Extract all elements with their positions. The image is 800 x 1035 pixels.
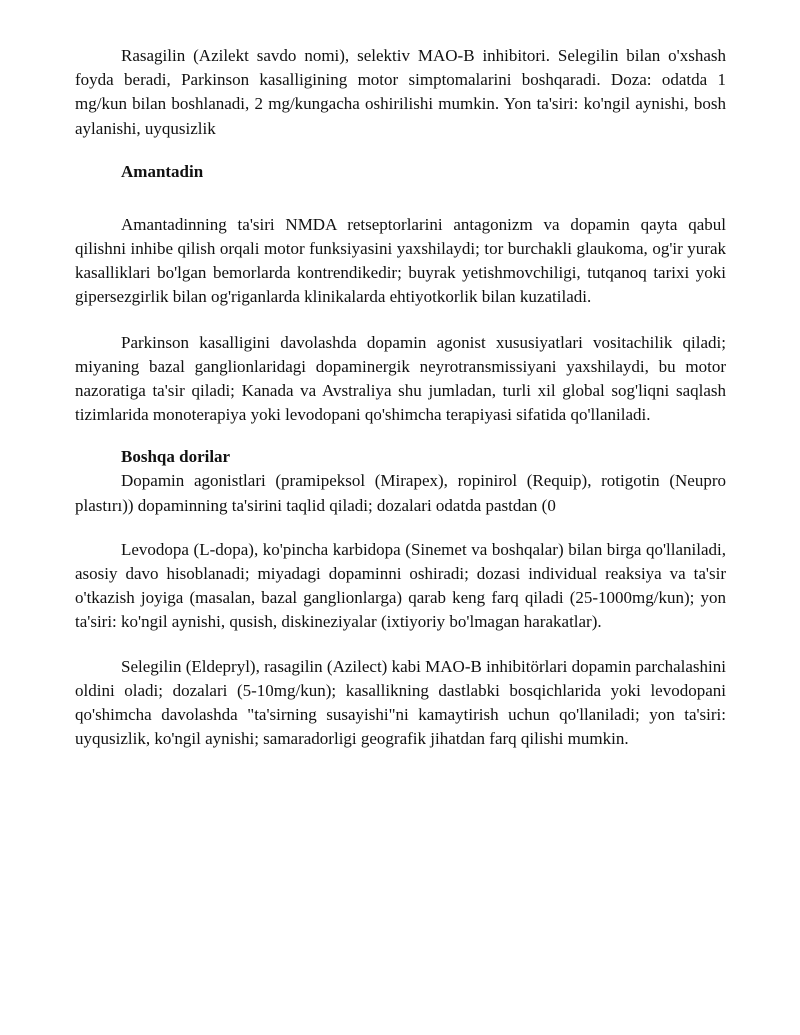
paragraph-levodopa: Levodopa (L-dopa), ko'pincha karbidopa (Sinemet va boshqalar) bilan birga qo'llaniladi, asosiy davo hisoblanadi; miyadagi dopaminni oshiradi; dozasi individual reaksiya va ta'sir o'tkazish joyiga (masalan, bazal ganglionlarga) qarab keng farq qiladi (25-1000mg/kun); yon ta'siri: ko'ngil aynishi, qusish, diskineziyalar (ixtiyoriy bo'lmagan harakatlar). [75, 539, 726, 632]
document-page [75, 44, 726, 751]
heading-boshqa-dorilar: Boshqa dorilar [121, 447, 231, 467]
paragraph-mao-b-inhibitors: Selegilin (Eldepryl), rasagilin (Azilect) kabi MAO-B inhibitörlari dopamin parchalashini oldini oladi; dozalari (5-10mg/kun); kasallikning dastlabki bosqichlarida yoki levodopani qo'shimcha davolashda "ta'sirning susayishi"ni kamaytirish uchun qo'llaniladi; yon ta'siri: uyqusizlik, ko'ngil aynishi; samaradorligi geografik jihatdan farq qilishi mumkin. [75, 656, 726, 749]
paragraph-parkinson: Parkinson kasalligini davolashda dopamin agonist xususiyatlari vositachilik qiladi; miyaning bazal ganglionlaridagi dopaminergik neyrotransmissiyani yaxshilaydi, bu motor nazoratiga ta'sir qiladi; Kanada va Avstraliya shu jumladan, turli xil global sog'liqni saqlash tizimlarida monoterapiya yoki levodopani qo'shimcha terapiyasi sifatida qo'llaniladi. [75, 332, 726, 425]
heading-amantadin: Amantadin [121, 161, 204, 181]
paragraph-amantadin: Amantadinning ta'siri NMDA retseptorlarini antagonizm va dopamin qayta qabul qilishni inhibe qilish orqali motor funksiyasini yaxshilaydi; tor burchakli glaukoma, og'ir yurak kasalliklari bo'lgan bemorlarda kontrendikedir; buyrak yetishmovchiligi, tutqanoq tarixi yoki gipersezgirlik bilan og'riganlarda klinikalarda ehtiyotkorlik bilan kuzatiladi. [75, 214, 726, 307]
paragraph-rasagilin: Rasagilin (Azilekt savdo nomi), selektiv MAO-B inhibitori. Selegilin bilan o'xshash foyda beradi, Parkinson kasalligining motor simptomalarini boshqaradi. Doza: odatda 1 mg/kun bilan boshlanadi, 2 mg/kungacha oshirilishi mumkin. Yon ta'siri: ko'ngil aynishi, bosh aylanishi, uyqusizlik [75, 46, 726, 138]
paragraph-dopamin-agonistlari: Dopamin agonistlari (pramipeksol (Mirapex), ropinirol (Requip), rotigotin (Neupro plastırı)) dopaminning ta'sirini taqlid qiladi; dozalari odatda pastdan (0 [75, 471, 726, 515]
